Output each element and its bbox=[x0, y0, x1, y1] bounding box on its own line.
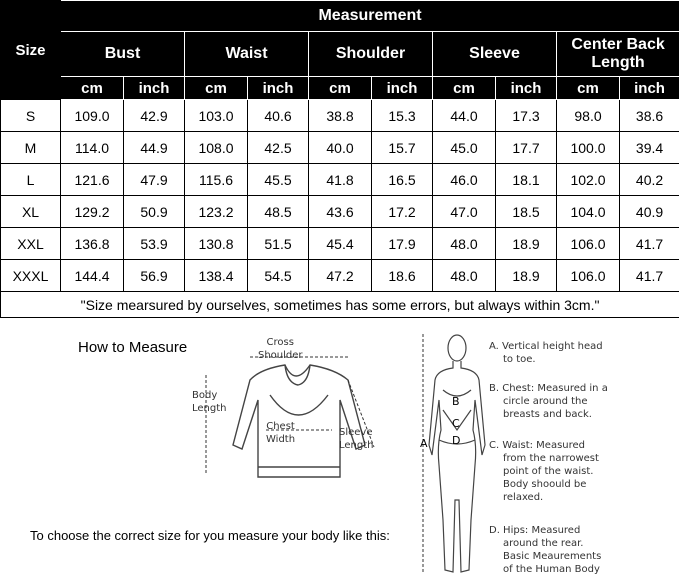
size-label: S bbox=[1, 100, 61, 132]
unit-header: cm bbox=[61, 77, 124, 100]
body-marker-a: A bbox=[420, 437, 428, 450]
table-cell: 17.3 bbox=[496, 100, 557, 132]
column-header-shoulder: Shoulder bbox=[309, 32, 433, 77]
table-cell: 50.9 bbox=[124, 196, 185, 228]
instruction-text: To choose the correct size for you measure your body like this: bbox=[30, 528, 390, 543]
table-cell: 47.0 bbox=[433, 196, 496, 228]
table-cell: 129.2 bbox=[61, 196, 124, 228]
table-cell: 102.0 bbox=[557, 164, 620, 196]
table-cell: 47.2 bbox=[309, 260, 372, 292]
column-header-center-back-length: Center Back Length bbox=[557, 32, 679, 77]
unit-header: inch bbox=[124, 77, 185, 100]
table-cell: 138.4 bbox=[185, 260, 248, 292]
table-cell: 114.0 bbox=[61, 132, 124, 164]
table-cell: 40.0 bbox=[309, 132, 372, 164]
table-cell: 18.5 bbox=[496, 196, 557, 228]
cross-shoulder-label: Cross Shoulder bbox=[258, 337, 303, 361]
sleeve-length-label: Sleeve Length bbox=[339, 427, 374, 451]
table-cell: 46.0 bbox=[433, 164, 496, 196]
table-cell: 38.6 bbox=[620, 100, 679, 132]
table-cell: 43.6 bbox=[309, 196, 372, 228]
table-cell: 41.7 bbox=[620, 228, 679, 260]
table-cell: 106.0 bbox=[557, 260, 620, 292]
table-cell: 18.9 bbox=[496, 228, 557, 260]
column-header-sleeve: Sleeve bbox=[433, 32, 557, 77]
table-cell: 15.3 bbox=[372, 100, 433, 132]
unit-header: inch bbox=[496, 77, 557, 100]
table-cell: 18.9 bbox=[496, 260, 557, 292]
size-label: XL bbox=[1, 196, 61, 228]
table-cell: 45.0 bbox=[433, 132, 496, 164]
table-cell: 40.2 bbox=[620, 164, 679, 196]
table-cell: 121.6 bbox=[61, 164, 124, 196]
table-cell: 41.7 bbox=[620, 260, 679, 292]
measurement-header: Measurement bbox=[61, 1, 679, 32]
size-label: L bbox=[1, 164, 61, 196]
table-cell: 18.1 bbox=[496, 164, 557, 196]
column-header-waist: Waist bbox=[185, 32, 309, 77]
table-cell: 16.5 bbox=[372, 164, 433, 196]
table-cell: 38.8 bbox=[309, 100, 372, 132]
table-row bbox=[1, 164, 679, 196]
table-cell: 47.9 bbox=[124, 164, 185, 196]
body-length-label: Body Length bbox=[192, 390, 227, 414]
unit-header: inch bbox=[372, 77, 433, 100]
table-cell: 103.0 bbox=[185, 100, 248, 132]
unit-header: inch bbox=[248, 77, 309, 100]
table-cell: 115.6 bbox=[185, 164, 248, 196]
table-row bbox=[1, 132, 679, 164]
table-cell: 44.9 bbox=[124, 132, 185, 164]
table-cell: 48.0 bbox=[433, 260, 496, 292]
table-cell: 109.0 bbox=[61, 100, 124, 132]
table-cell: 48.0 bbox=[433, 228, 496, 260]
table-row bbox=[1, 260, 679, 292]
table-cell: 136.8 bbox=[61, 228, 124, 260]
table-cell: 44.0 bbox=[433, 100, 496, 132]
table-cell: 53.9 bbox=[124, 228, 185, 260]
table-cell: 17.7 bbox=[496, 132, 557, 164]
chest-width-label: Chest Width bbox=[266, 421, 296, 445]
table-cell: 48.5 bbox=[248, 196, 309, 228]
size-label: XXL bbox=[1, 228, 61, 260]
body-marker-b: B bbox=[452, 395, 460, 408]
table-cell: 40.9 bbox=[620, 196, 679, 228]
unit-header: inch bbox=[620, 77, 679, 100]
measurement-note: "Size mearsured by ourselves, sometimes has some errors, but always within 3cm." bbox=[1, 292, 679, 318]
table-cell: 56.9 bbox=[124, 260, 185, 292]
table-cell: 45.5 bbox=[248, 164, 309, 196]
table-row bbox=[1, 196, 679, 228]
size-header: Size bbox=[1, 1, 61, 100]
table-cell: 42.9 bbox=[124, 100, 185, 132]
human-body-illustration bbox=[415, 330, 490, 580]
table-cell: 100.0 bbox=[557, 132, 620, 164]
table-cell: 45.4 bbox=[309, 228, 372, 260]
table-cell: 104.0 bbox=[557, 196, 620, 228]
table-cell: 18.6 bbox=[372, 260, 433, 292]
table-row bbox=[1, 100, 679, 132]
unit-header: cm bbox=[185, 77, 248, 100]
body-marker-d: D bbox=[452, 434, 461, 447]
table-cell: 40.6 bbox=[248, 100, 309, 132]
table-cell: 130.8 bbox=[185, 228, 248, 260]
size-label: XXXL bbox=[1, 260, 61, 292]
size-label: M bbox=[1, 132, 61, 164]
table-cell: 17.2 bbox=[372, 196, 433, 228]
table-cell: 144.4 bbox=[61, 260, 124, 292]
table-cell: 106.0 bbox=[557, 228, 620, 260]
table-cell: 15.7 bbox=[372, 132, 433, 164]
table-cell: 108.0 bbox=[185, 132, 248, 164]
how-to-measure-title: How to Measure bbox=[78, 339, 188, 356]
legend-b: B. Chest: Measured in a circle around the breasts and back. bbox=[489, 383, 608, 420]
column-header-bust: Bust bbox=[61, 32, 185, 77]
table-cell: 42.5 bbox=[248, 132, 309, 164]
legend-d: D. Hips: Measured around the rear. Basic Meaurements of the Human Body bbox=[489, 525, 602, 575]
table-cell: 17.9 bbox=[372, 228, 433, 260]
unit-header: cm bbox=[309, 77, 372, 100]
legend-c: C. Waist: Measured from the narrowest point of the waist. Body shoould be relaxed. bbox=[489, 440, 599, 503]
table-cell: 51.5 bbox=[248, 228, 309, 260]
table-cell: 41.8 bbox=[309, 164, 372, 196]
table-cell: 54.5 bbox=[248, 260, 309, 292]
unit-header: cm bbox=[433, 77, 496, 100]
table-row bbox=[1, 228, 679, 260]
unit-header: cm bbox=[557, 77, 620, 100]
table-cell: 123.2 bbox=[185, 196, 248, 228]
body-marker-c: C bbox=[452, 417, 460, 430]
table-cell: 98.0 bbox=[557, 100, 620, 132]
legend-a: A. Vertical height head to toe. bbox=[489, 341, 603, 365]
table-cell: 39.4 bbox=[620, 132, 679, 164]
